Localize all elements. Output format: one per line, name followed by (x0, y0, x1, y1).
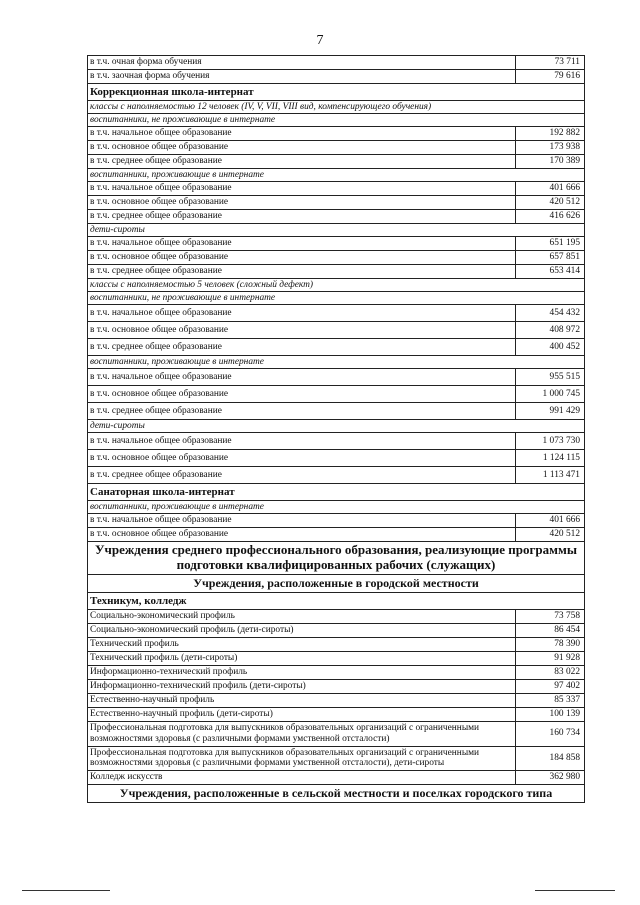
table-row (88, 237, 585, 251)
table-row (88, 420, 585, 433)
subsection-label: классы с наполняемостью 5 человек (сложный дефект) (88, 279, 585, 292)
table-row (88, 114, 585, 127)
section-header: Учреждения, расположенные в сельской местности и поселках городского типа (88, 785, 585, 803)
row-value: 1 000 745 (516, 386, 585, 403)
table-row (88, 651, 585, 665)
row-label: в т.ч. начальное общее образование (88, 127, 516, 141)
row-label: в т.ч. среднее общее образование (88, 210, 516, 224)
row-value: 400 452 (516, 339, 585, 356)
row-value: 85 337 (516, 693, 585, 707)
row-value: 160 734 (516, 721, 585, 746)
row-value: 173 938 (516, 141, 585, 155)
row-value: 651 195 (516, 237, 585, 251)
footer-line-left (22, 890, 110, 891)
row-label: в т.ч. начальное общее образование (88, 237, 516, 251)
row-value: 1 124 115 (516, 450, 585, 467)
table-row (88, 169, 585, 182)
table-row (88, 339, 585, 356)
row-label: Информационно-технический профиль (88, 665, 516, 679)
table-row (88, 514, 585, 528)
table-row (88, 707, 585, 721)
row-value: 100 139 (516, 707, 585, 721)
row-label: Социально-экономический профиль (88, 609, 516, 623)
table-row (88, 196, 585, 210)
row-label: в т.ч. начальное общее образование (88, 514, 516, 528)
row-value: 83 022 (516, 665, 585, 679)
subsection-label: воспитанники, не проживающие в интернате (88, 114, 585, 127)
row-value: 657 851 (516, 251, 585, 265)
row-label: в т.ч. среднее общее образование (88, 339, 516, 356)
row-value: 86 454 (516, 623, 585, 637)
table-row (88, 279, 585, 292)
table-row (88, 141, 585, 155)
table-row (88, 746, 585, 771)
row-value: 401 666 (516, 514, 585, 528)
subsection-label: классы с наполняемостью 12 человек (IV, V, VII, VIII вид, компенсирующего обучения) (88, 101, 585, 114)
row-value: 653 414 (516, 265, 585, 279)
row-label: Естественно-научный профиль (дети-сироты) (88, 707, 516, 721)
page-number: 7 (316, 33, 324, 48)
subsection-label: дети-сироты (88, 224, 585, 237)
section-header: Учреждения, расположенные в городской местности (88, 574, 585, 592)
table-row (88, 210, 585, 224)
row-label: в т.ч. основное общее образование (88, 196, 516, 210)
row-label: Технический профиль (88, 637, 516, 651)
subsection-label: воспитанники, проживающие в интернате (88, 501, 585, 514)
table-row (88, 127, 585, 141)
row-label: Профессиональная подготовка для выпускников образовательных организаций с ограниченными возможностями здоровья (с различными формами умственной отсталости) (88, 721, 516, 746)
table-row (88, 592, 585, 609)
table-row (88, 356, 585, 369)
row-value: 192 882 (516, 127, 585, 141)
table-row (88, 433, 585, 450)
row-label: в т.ч. среднее общее образование (88, 467, 516, 484)
row-label: Социально-экономический профиль (дети-сироты) (88, 623, 516, 637)
table-row (88, 785, 585, 803)
row-value: 1 073 730 (516, 433, 585, 450)
table-row (88, 771, 585, 785)
row-label: в т.ч. основное общее образование (88, 251, 516, 265)
row-label: в т.ч. начальное общее образование (88, 369, 516, 386)
row-label: в т.ч. основное общее образование (88, 141, 516, 155)
subsection-label: дети-сироты (88, 420, 585, 433)
row-value: 1 113 471 (516, 467, 585, 484)
table-row (88, 693, 585, 707)
table-row (88, 637, 585, 651)
row-value: 408 972 (516, 322, 585, 339)
row-label: в т.ч. заочная форма обучения (88, 70, 516, 84)
row-label: в т.ч. основное общее образование (88, 450, 516, 467)
row-label: Технический профиль (дети-сироты) (88, 651, 516, 665)
table-row (88, 155, 585, 169)
subsection-label: воспитанники, не проживающие в интернате (88, 292, 585, 305)
row-value: 73 758 (516, 609, 585, 623)
table-row (88, 322, 585, 339)
table-row (88, 386, 585, 403)
table-row (88, 501, 585, 514)
table-row (88, 721, 585, 746)
table-row (88, 542, 585, 575)
table-row (88, 403, 585, 420)
section-title: Коррекционная школа-интернат (88, 84, 585, 101)
row-label: Колледж искусств (88, 771, 516, 785)
row-value: 955 515 (516, 369, 585, 386)
row-value: 416 626 (516, 210, 585, 224)
row-value: 991 429 (516, 403, 585, 420)
subsection-label: воспитанники, проживающие в интернате (88, 356, 585, 369)
row-label: в т.ч. начальное общее образование (88, 305, 516, 322)
row-value: 362 980 (516, 771, 585, 785)
table-row (88, 609, 585, 623)
row-label: в т.ч. среднее общее образование (88, 265, 516, 279)
row-value: 73 711 (516, 56, 585, 70)
row-label: в т.ч. среднее общее образование (88, 403, 516, 420)
table-row (88, 574, 585, 592)
table-row (88, 56, 585, 70)
table-row (88, 679, 585, 693)
row-value: 454 432 (516, 305, 585, 322)
tariff-table (87, 55, 585, 803)
table-row (88, 292, 585, 305)
table-row (88, 101, 585, 114)
row-label: в т.ч. основное общее образование (88, 386, 516, 403)
row-value: 170 389 (516, 155, 585, 169)
table-row (88, 84, 585, 101)
row-label: Информационно-технический профиль (дети-сироты) (88, 679, 516, 693)
row-label: в т.ч. основное общее образование (88, 322, 516, 339)
row-label: в т.ч. очная форма обучения (88, 56, 516, 70)
section-title: Техникум, колледж (88, 592, 585, 609)
table-row (88, 450, 585, 467)
table-row (88, 224, 585, 237)
footer-line-right (535, 890, 615, 891)
row-value: 79 616 (516, 70, 585, 84)
table-row (88, 305, 585, 322)
table-row (88, 467, 585, 484)
row-label: в т.ч. начальное общее образование (88, 182, 516, 196)
table-body (88, 56, 585, 803)
table-row (88, 251, 585, 265)
row-label: в т.ч. среднее общее образование (88, 155, 516, 169)
section-title: Санаторная школа-интернат (88, 484, 585, 501)
row-label: Профессиональная подготовка для выпускников образовательных организаций с ограниченными возможностями здоровья (с различными формами умственной отсталости), дети-сироты (88, 746, 516, 771)
row-label: в т.ч. основное общее образование (88, 528, 516, 542)
row-label: Естественно-научный профиль (88, 693, 516, 707)
row-label: в т.ч. начальное общее образование (88, 433, 516, 450)
table-row (88, 484, 585, 501)
table-row (88, 528, 585, 542)
section-header: Учреждения среднего профессионального образования, реализующие программы подготовки квалифицированных рабочих (служащих) (88, 542, 585, 575)
row-value: 401 666 (516, 182, 585, 196)
row-value: 97 402 (516, 679, 585, 693)
table-row (88, 70, 585, 84)
row-value: 420 512 (516, 196, 585, 210)
table-row (88, 623, 585, 637)
row-value: 420 512 (516, 528, 585, 542)
subsection-label: воспитанники, проживающие в интернате (88, 169, 585, 182)
row-value: 78 390 (516, 637, 585, 651)
table-row (88, 665, 585, 679)
table-row (88, 369, 585, 386)
row-value: 184 858 (516, 746, 585, 771)
table-row (88, 265, 585, 279)
row-value: 91 928 (516, 651, 585, 665)
table-row (88, 182, 585, 196)
